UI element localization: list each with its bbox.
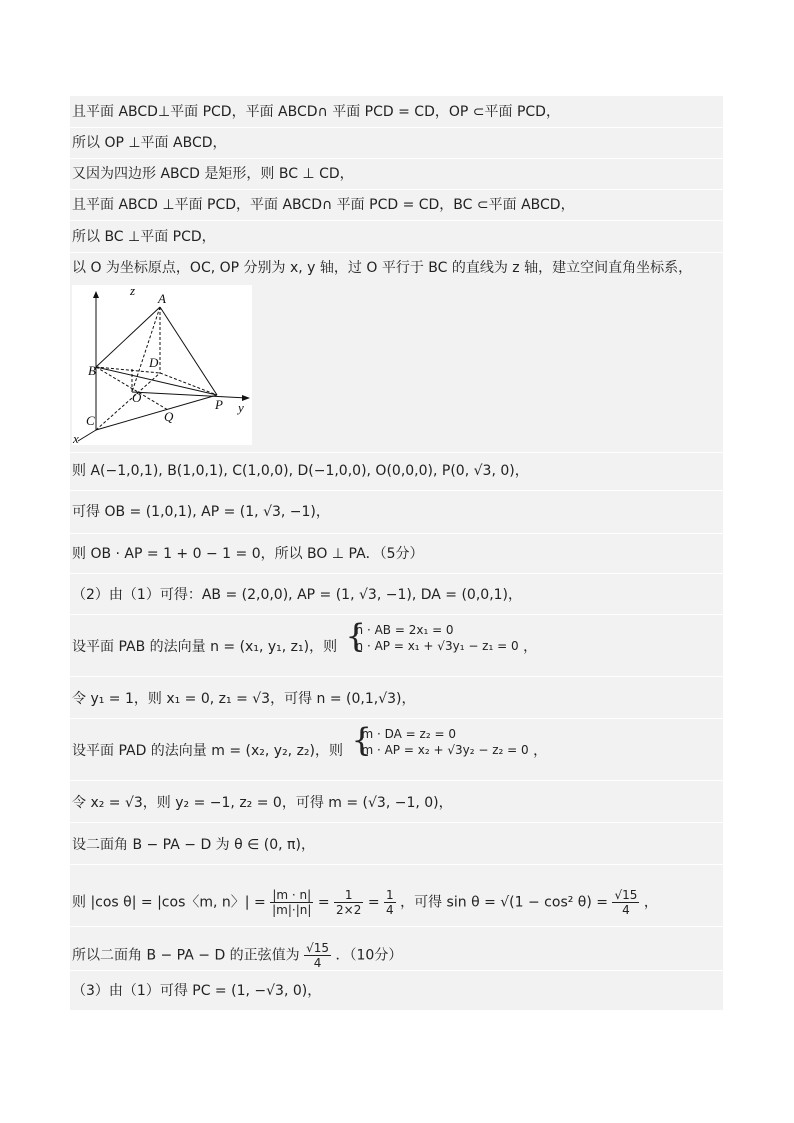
label-O: O (132, 390, 142, 405)
fraction-mn: $\frac{|m \cdot n|}{|m|\cdot|n|}$ (272, 888, 312, 917)
text-line-10: （2）由（1）可得：AB = (2,0,0), AP = (1, √3, −1), DA = (0,0,1)， (72, 587, 523, 603)
text-line-11: 设平面 PAB 的法向量 n = (x₁, y₁, z₁)，则 { n · AB = 2x₁ = 0 n · AP = x₁ + √3y₁ − z₁ = 0 ， (72, 617, 538, 655)
text-line-15: 设二面角 B − PA − D 为 θ ∈ (0, π)， (72, 837, 315, 853)
label-x: x (73, 431, 79, 445)
text-line-13: 设平面 PAD 的法向量 m = (x₂, y₂, z₂)，则 { m · DA = z₂ = 0 m · AP = x₂ + √3y₂ − z₂ = 0 ， (72, 721, 548, 759)
fraction-half-half: $\frac{1}{2\times 2}$ (336, 888, 362, 917)
label-A: A (158, 291, 166, 306)
text-line-14: 令 x₂ = √3，则 y₂ = −1, z₂ = 0，可得 m = (√3, −1, 0)， (72, 795, 453, 811)
text-line-16: 则 |cos θ| = |cos〈m, n〉| = $\frac{|m \cdot n|}{|m|\cdot|n|}$ = $\frac{1}{2\times 2}$ = $\frac{1}{4}$ ，可得 sin θ = √(1 − cos² θ) = $\frac{√15}{4}$ ， (72, 888, 658, 917)
text-line-5: 所以 BC ⊥平面 PCD， (72, 229, 216, 245)
label-z: z (130, 285, 136, 298)
label-C: C (86, 413, 95, 428)
label-y: y (238, 400, 244, 415)
text-line-2: 所以 OP ⊥平面 ABCD， (72, 135, 227, 151)
label-Q: Q (164, 409, 174, 424)
text-line-18: （3）由（1）可得 PC = (1, −√3, 0)， (72, 983, 322, 999)
label-B: B (88, 363, 96, 378)
fraction-sqrt15-4: $\frac{√15}{4}$ (614, 888, 638, 917)
label-P: P (215, 397, 223, 412)
fraction-sine-answer: $\frac{√15}{4}$ (306, 941, 330, 970)
text-line-6: 以 O 为坐标原点，OC, OP 分别为 x, y 轴，过 O 平行于 BC 的直线为 z 轴，建立空间直角坐标系， (72, 260, 693, 276)
equation-system-pab: { n · AB = 2x₁ = 0 n · AP = x₁ + √3y₁ − z₁ = 0 (345, 617, 519, 655)
label-D: D (149, 355, 159, 370)
fraction-quarter: $\frac{1}{4}$ (386, 888, 394, 917)
text-line-1: 且平面 ABCD⊥平面 PCD，平面 ABCD∩ 平面 PCD = CD，OP ⊂平面 PCD， (72, 104, 560, 120)
pyramid-diagram (72, 285, 252, 445)
text-line-8: 可得 OB = (1,0,1), AP = (1, √3, −1)， (72, 504, 330, 520)
equation-system-pad: { m · DA = z₂ = 0 m · AP = x₂ + √3y₂ − z₂ = 0 (351, 721, 529, 759)
coordinate-figure (72, 285, 252, 445)
text-line-7: 则 A(−1,0,1), B(1,0,1), C(1,0,0), D(−1,0,0), O(0,0,0), P(0, √3, 0)， (72, 463, 529, 479)
text-line-9: 则 OB · AP = 1 + 0 − 1 = 0，所以 BO ⊥ PA．（5分） (72, 546, 424, 562)
text-line-12: 令 y₁ = 1，则 x₁ = 0, z₁ = √3，可得 n = (0,1,√3)， (72, 691, 416, 707)
text-line-3: 又因为四边形 ABCD 是矩形，则 BC ⊥ CD， (72, 166, 354, 182)
text-line-17: 所以二面角 B − PA − D 的正弦值为 $\frac{√15}{4}$ ．（10分） (72, 941, 403, 970)
text-line-4: 且平面 ABCD ⊥平面 PCD，平面 ABCD∩ 平面 PCD = CD，BC ⊂平面 ABCD， (72, 197, 575, 213)
